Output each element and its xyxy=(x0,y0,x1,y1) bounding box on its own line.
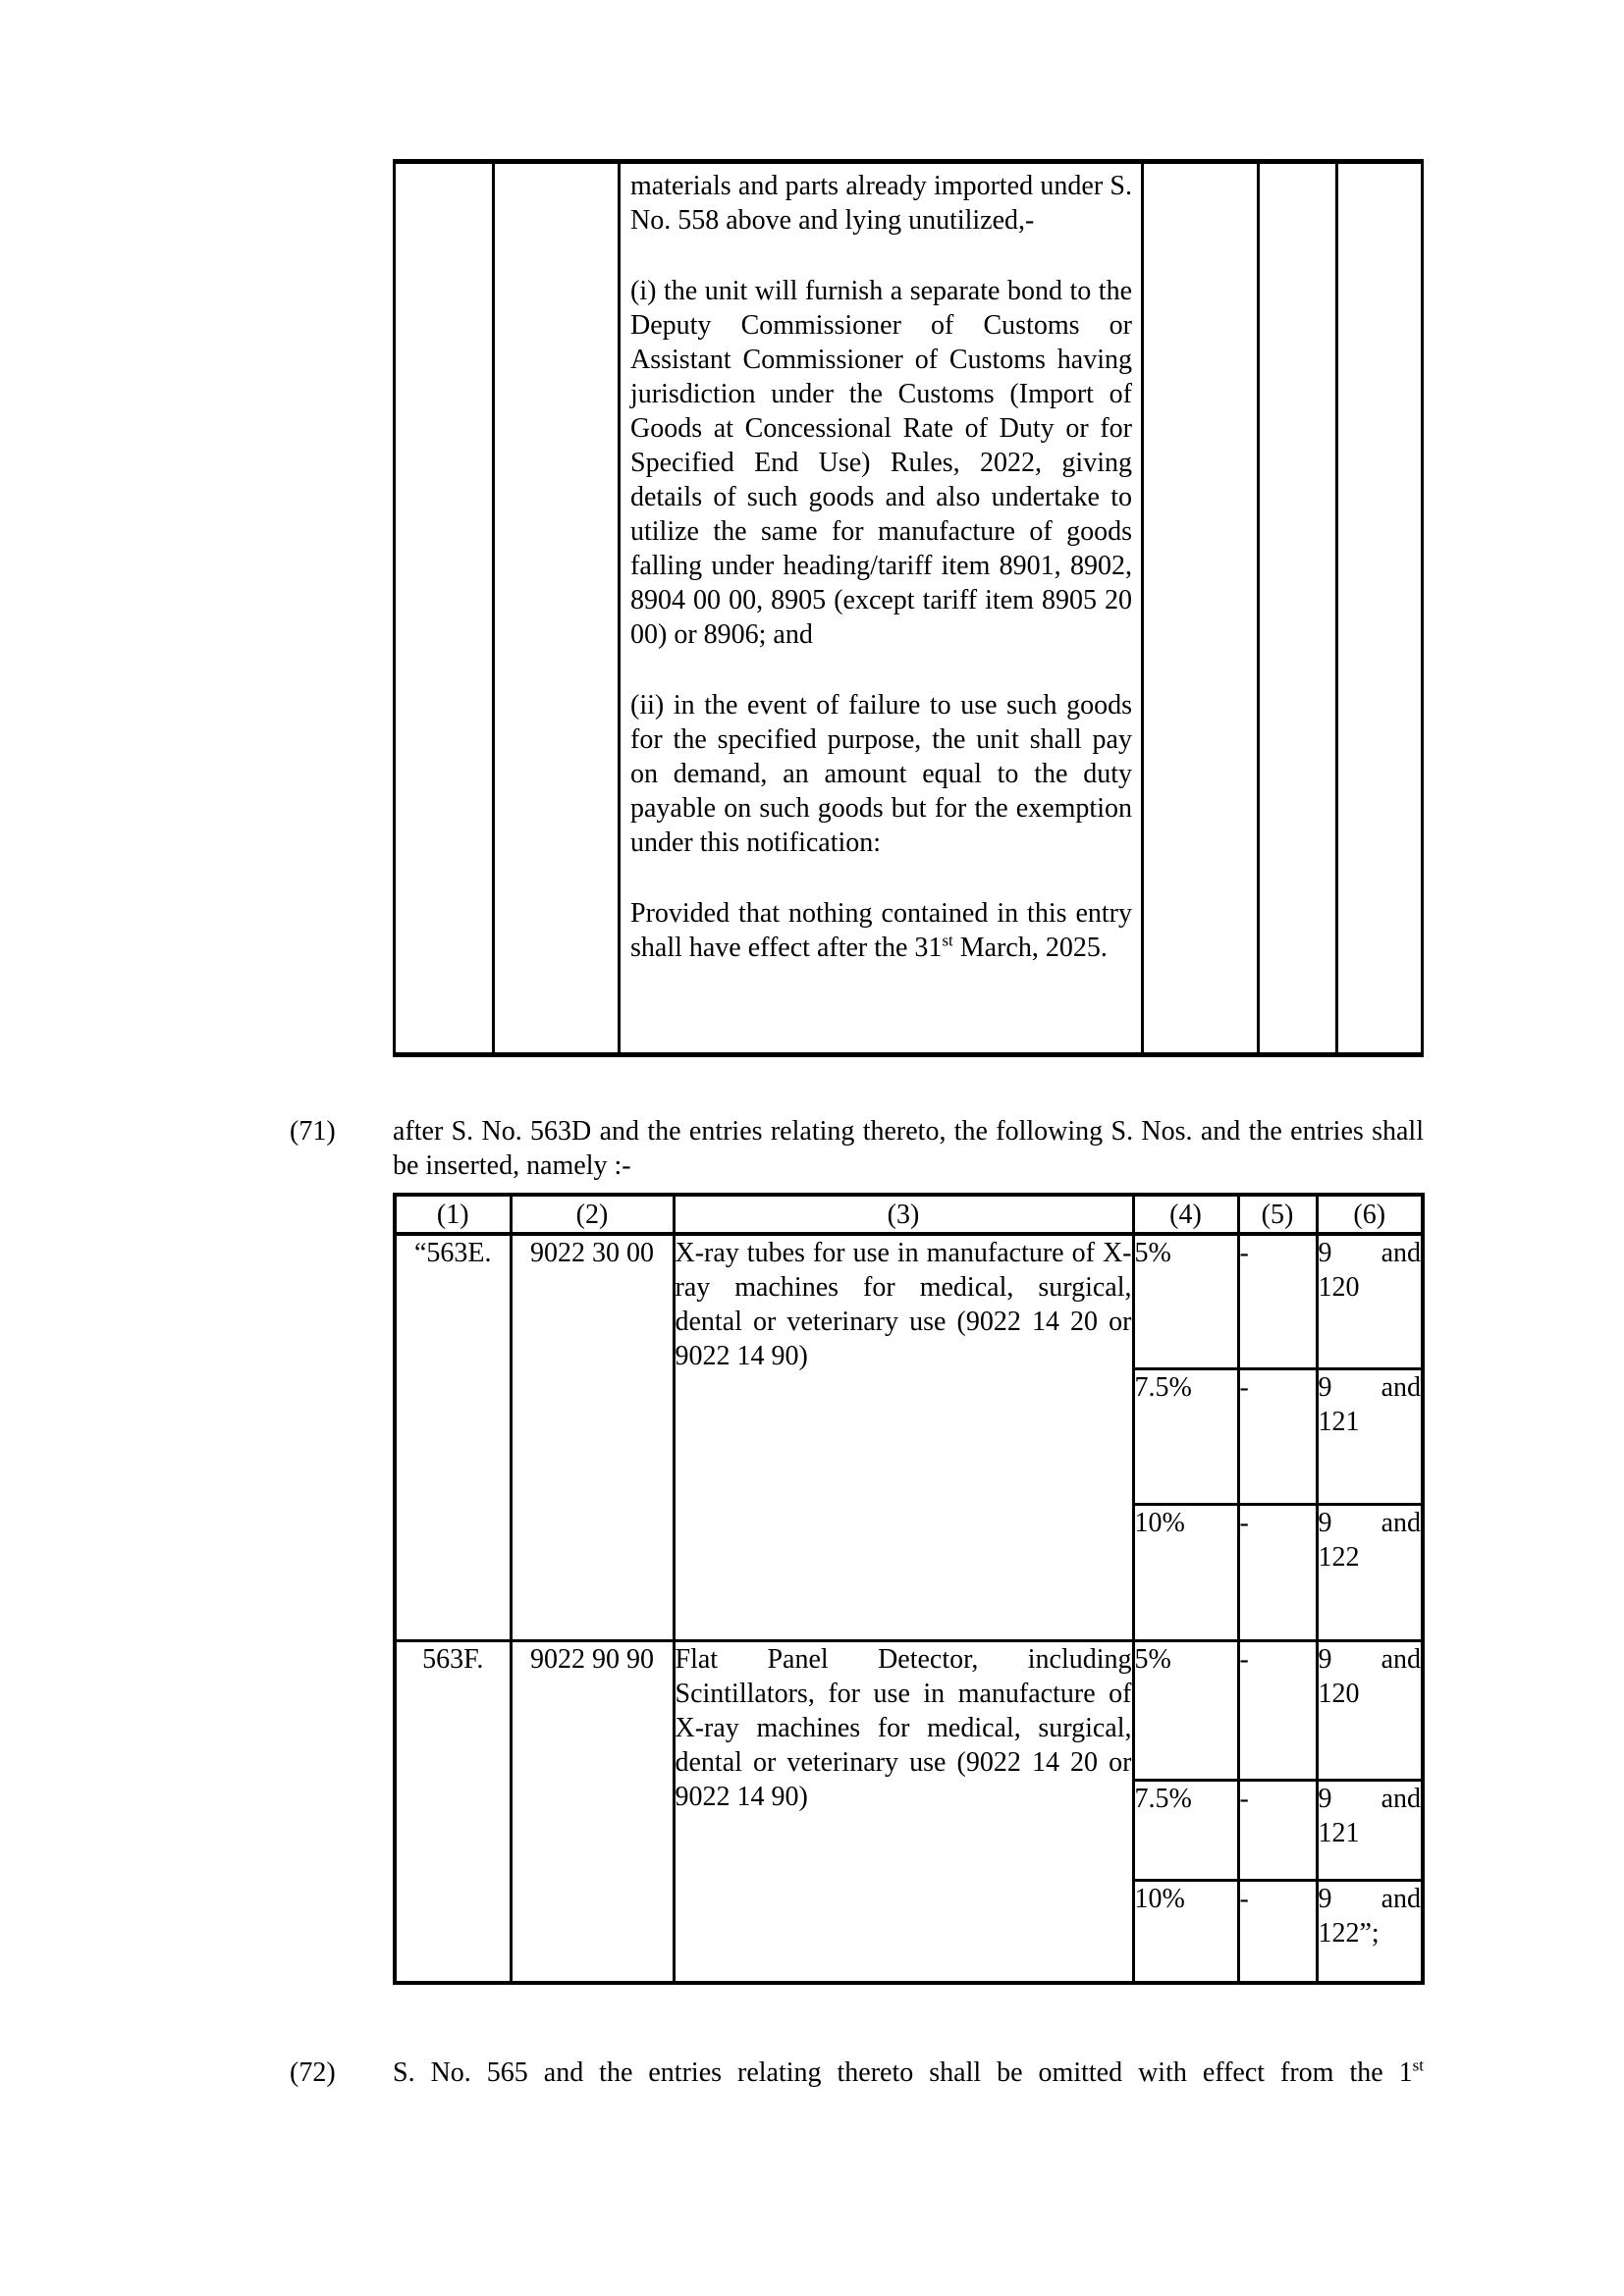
column-header-1: (1) xyxy=(395,1195,511,1234)
condition-no-cell: 9 and 120 xyxy=(1317,1640,1423,1780)
description-cell xyxy=(620,162,1143,1055)
description-paragraph-2: (i) the unit will furnish a separate bond to the Deputy Commissioner of Customs or Assistant Commissioner of Customs having jurisdiction under the Customs (Import of Goods at Concessional Rate of Duty or for Specified End Use) Rules, 2022, giving details of such goods and also undertake to utilize the same for manufacture of goods falling under heading/tariff item 8901, 8902, 8904 00 00, 8905 (except tariff item 8905 20 00) or 8906; and xyxy=(630,276,1132,650)
igst-cell: - xyxy=(1238,1234,1317,1368)
condition-no-cell: 9 and 121 xyxy=(1317,1368,1423,1504)
duty-rate-cell: 5% xyxy=(1133,1234,1238,1368)
clause-72-text xyxy=(393,2056,1424,2090)
goods-description-cell: X-ray tubes for use in manufacture of X-ray machines for medical, surgical, dental or veterinary use (9022 14 20 or 9022 14 90) xyxy=(674,1234,1133,1640)
igst-cell: - xyxy=(1238,1504,1317,1640)
clause-71-text: after S. No. 563D and the entries relating thereto, the following S. Nos. and the entries shall be inserted, namely :- xyxy=(393,1116,1424,1181)
clause-72-text-body: S. No. 565 and the entries relating thereto shall be omitted with effect from the 1 xyxy=(393,2057,1413,2088)
ordinal-superscript: st xyxy=(942,931,953,950)
column-header-2: (2) xyxy=(511,1195,674,1234)
description-paragraph-3: (ii) in the event of failure to use such goods for the specified purpose, the unit shall pay on demand, an amount equal to the duty payable on such goods but for the exemption under this notification: xyxy=(630,690,1132,858)
empty-cell-col4 xyxy=(1143,162,1259,1055)
condition-no-cell: 9 and 122”; xyxy=(1317,1880,1423,1983)
empty-cell-col5 xyxy=(1259,162,1337,1055)
duty-rate-cell: 5% xyxy=(1133,1640,1238,1780)
clause-71-number: (71) xyxy=(290,1116,336,1147)
tariff-code-cell: 9022 30 00 xyxy=(511,1234,674,1640)
condition-no-cell: 9 and 121 xyxy=(1317,1780,1423,1880)
proviso-text-end: March, 2025. xyxy=(952,933,1108,963)
igst-cell: - xyxy=(1238,1640,1317,1780)
header-row xyxy=(395,1195,1423,1234)
proviso-text: Provided that nothing contained in this entry shall have effect after the 31 xyxy=(630,898,1132,963)
empty-cell-col2 xyxy=(494,162,620,1055)
column-header-4: (4) xyxy=(1133,1195,1238,1234)
description-paragraph-1: materials and parts already imported under S. No. 558 above and lying unutilized,- xyxy=(630,171,1132,236)
condition-no-cell: 9 and 122 xyxy=(1317,1504,1423,1640)
clause-72 xyxy=(290,2056,1424,2090)
duty-rate-cell: 7.5% xyxy=(1133,1368,1238,1504)
empty-cell-col1 xyxy=(395,162,494,1055)
igst-cell: - xyxy=(1238,1368,1317,1504)
table-row-563E xyxy=(395,1234,1423,1368)
duty-rate-cell: 10% xyxy=(1133,1504,1238,1640)
duty-rate-cell: 7.5% xyxy=(1133,1780,1238,1880)
column-header-5: (5) xyxy=(1238,1195,1317,1234)
clause-71 xyxy=(290,1114,1424,1183)
ordinal-superscript: st xyxy=(1412,2056,1424,2075)
condition-no-cell: 9 and 120 xyxy=(1317,1234,1423,1368)
column-header-6: (6) xyxy=(1317,1195,1423,1234)
serial-no-cell: “563E. xyxy=(395,1234,511,1640)
clause-72-number: (72) xyxy=(290,2057,336,2088)
column-header-3: (3) xyxy=(674,1195,1133,1234)
empty-cell-col6 xyxy=(1337,162,1423,1055)
duty-rate-cell: 10% xyxy=(1133,1880,1238,1983)
description-paragraph-4 xyxy=(630,896,1132,965)
tariff-code-cell: 9022 90 90 xyxy=(511,1640,674,1983)
table-row-563F xyxy=(395,1640,1423,1780)
serial-no-cell: 563F. xyxy=(395,1640,511,1983)
continuation-table xyxy=(393,159,1424,1057)
goods-description-cell: Flat Panel Detector, including Scintillators, for use in manufacture of X-ray machines for medical, surgical, dental or veterinary use (9022 14 20 or 9022 14 90) xyxy=(674,1640,1133,1983)
continuation-table-row xyxy=(395,162,1423,1055)
igst-cell: - xyxy=(1238,1880,1317,1983)
inserted-entries-table xyxy=(393,1193,1425,1985)
igst-cell: - xyxy=(1238,1780,1317,1880)
